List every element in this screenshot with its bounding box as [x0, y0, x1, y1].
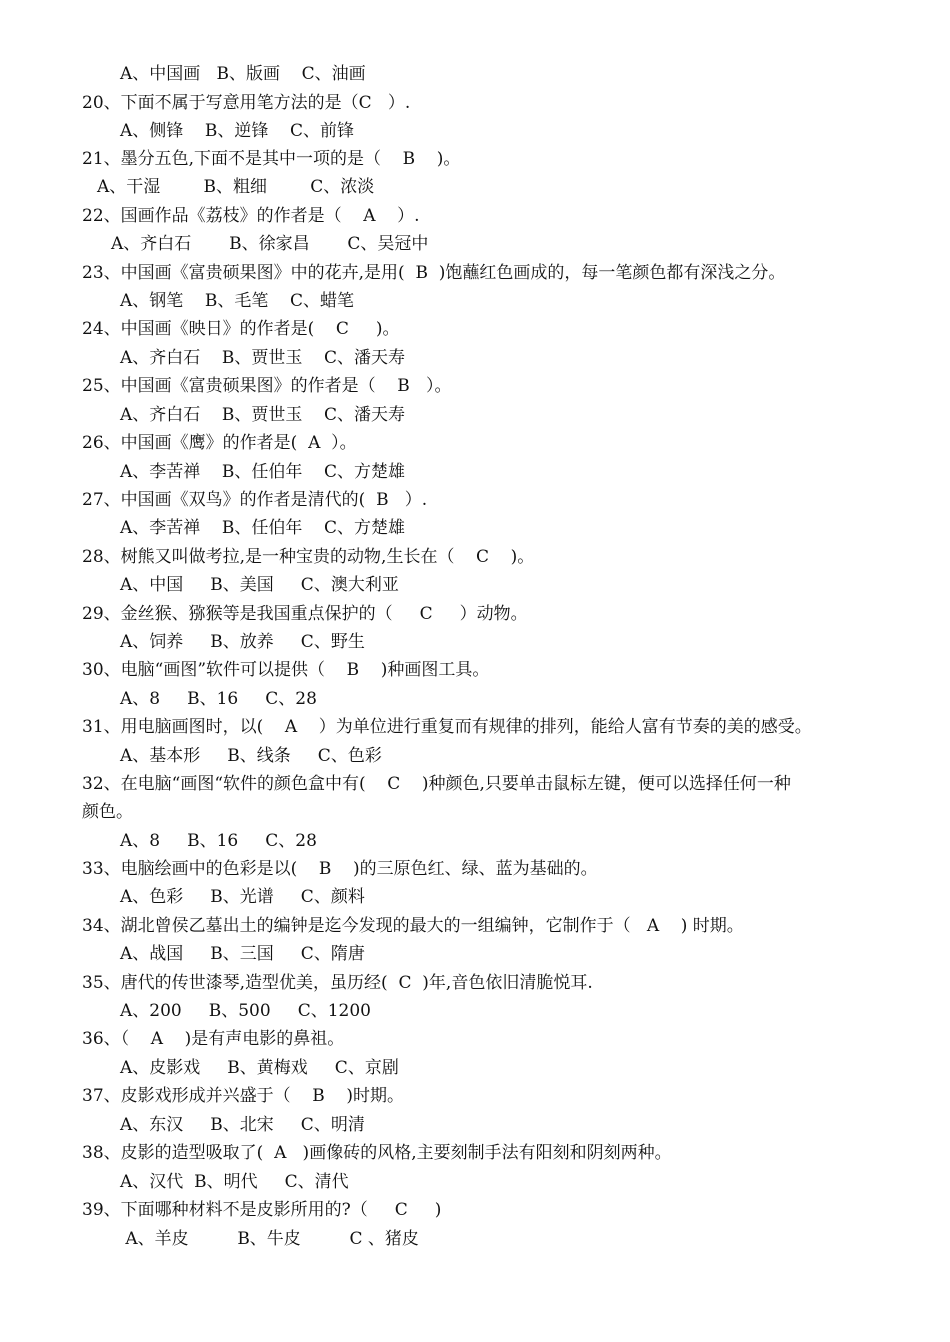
options-20: A、侧锋 B、逆锋 C、前锋 [120, 121, 355, 141]
options-25: A、齐白石 B、贾世玉 C、潘天寿 [120, 405, 406, 425]
options-38: A、汉代 B、明代 C、清代 [120, 1172, 349, 1192]
question-23: 23、中国画《富贵硕果图》中的花卉,是用( B )饱蘸红色画成的，每一笔颜色都有深浅之分。 [82, 263, 786, 283]
options-39: A、羊皮 B、牛皮 C 、猪皮 [120, 1229, 419, 1249]
question-35: 35、唐代的传世漆琴,造型优美，虽历经( C )年,音色依旧清脆悦耳. [82, 973, 593, 993]
options-29: A、饲养 B、放养 C、野生 [120, 632, 365, 652]
question-32: 32、在电脑“画图“软件的颜色盒中有( C )种颜色,只要单击鼠标左键，便可以选择任何一种 [82, 774, 791, 794]
options-23: A、钢笔 B、毛笔 C、蜡笔 [120, 291, 355, 311]
options-27: A、李苦禅 B、任伯年 C、方楚雄 [120, 518, 406, 538]
question-38: 38、皮影的造型吸取了( A )画像砖的风格,主要刻制手法有阳刻和阴刻两种。 [82, 1143, 672, 1163]
question-22: 22、国画作品《荔枝》的作者是（ A ）. [82, 206, 420, 226]
options-30: A、8 B、16 C、28 [120, 689, 317, 709]
options-24: A、齐白石 B、贾世玉 C、潘天寿 [120, 348, 406, 368]
question-34: 34、湖北曾侯乙墓出土的编钟是迄今发现的最大的一组编钟，它制作于（ A ) 时期。 [82, 916, 744, 936]
question-21: 21、墨分五色,下面不是其中一项的是（ B )。 [82, 149, 461, 169]
question-30: 30、电脑“画图”软件可以提供（ B )种画图工具。 [82, 660, 490, 680]
question-33: 33、电脑绘画中的色彩是以( B )的三原色红、绿、蓝为基础的。 [82, 859, 598, 879]
lead-options: A、中国画 B、版画 C、油画 [120, 64, 366, 84]
options-34: A、战国 B、三国 C、隋唐 [120, 944, 365, 964]
options-37: A、东汉 B、北宋 C、明清 [120, 1115, 365, 1135]
options-21: A、干湿 B、粗细 C、浓淡 [97, 177, 375, 197]
options-32: A、8 B、16 C、28 [120, 831, 317, 851]
options-33: A、色彩 B、光谱 C、颜料 [120, 887, 365, 907]
options-31: A、基本形 B、线条 C、色彩 [120, 746, 382, 766]
options-26: A、李苦禅 B、任伯年 C、方楚雄 [120, 462, 406, 482]
options-22: A、齐白石 B、徐家昌 C、吴冠中 [111, 234, 429, 254]
question-28: 28、树熊又叫做考拉,是一种宝贵的动物,生长在（ C )。 [82, 547, 535, 567]
question-36: 36、（ A )是有声电影的鼻祖。 [82, 1029, 345, 1049]
options-28: A、中国 B、美国 C、澳大利亚 [120, 575, 399, 595]
question-25: 25、中国画《富贵硕果图》的作者是（ B ）。 [82, 376, 452, 396]
options-36: A、皮影戏 B、黄梅戏 C、京剧 [120, 1058, 399, 1078]
question-32-continuation: 颜色。 [82, 802, 133, 822]
question-37: 37、皮影戏形成并兴盛于（ B )时期。 [82, 1086, 404, 1106]
question-39: 39、下面哪种材料不是皮影所用的?（ C ) [82, 1200, 442, 1220]
question-24: 24、中国画《映日》的作者是( C )。 [82, 319, 400, 339]
question-31: 31、用电脑画图时，以( A ）为单位进行重复而有规律的排列，能给人富有节奏的美的感受。 [82, 717, 812, 737]
question-20: 20、下面不属于写意用笔方法的是（C ）. [82, 93, 411, 113]
question-27: 27、中国画《双鸟》的作者是清代的( B ）. [82, 490, 428, 510]
options-35: A、200 B、500 C、1200 [120, 1001, 371, 1021]
question-29: 29、金丝猴、猕猴等是我国重点保护的（ C ）动物。 [82, 604, 528, 624]
question-26: 26、中国画《鹰》的作者是( A ）。 [82, 433, 357, 453]
